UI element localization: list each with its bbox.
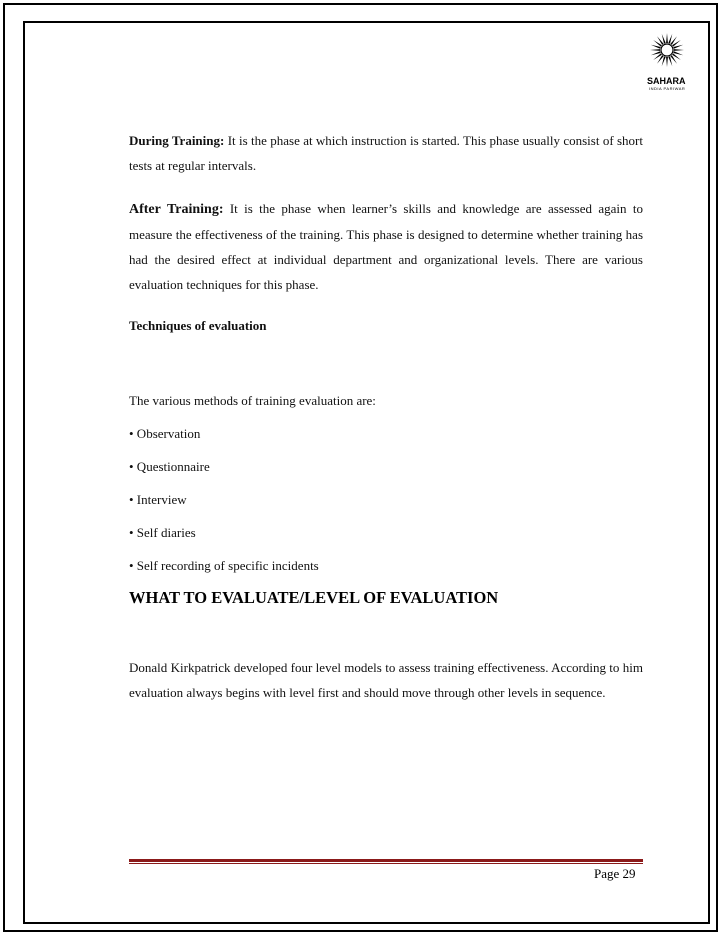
during-training-text: It is the phase at which instruction is started. This phase usually consist of short tests at regular intervals. [129, 133, 643, 173]
paragraph-during-training [129, 128, 643, 178]
method-item: • Self recording of specific incidents [129, 558, 319, 573]
paragraph-after-training [129, 196, 643, 297]
after-training-text: It is the phase when learner’s skills and knowledge are assessed again to measure the effectiveness of the training. This phase is designed to determine whether training has had the desired effect at individual department and organizational levels. There are various evaluation techniques for this phase. [129, 201, 643, 292]
page-number: Page 29 [594, 866, 636, 881]
section-heading: WHAT TO EVALUATE/LEVEL OF EVALUATION [129, 588, 499, 607]
method-item: • Observation [129, 426, 201, 441]
methods-intro: The various methods of training evaluation are: [129, 393, 376, 408]
footer-rule-thin [129, 863, 643, 864]
during-training-label: During Training: [129, 133, 225, 148]
method-item: • Interview [129, 492, 187, 507]
method-item: • Questionnaire [129, 459, 210, 474]
techniques-heading: Techniques of evaluation [129, 318, 267, 333]
after-training-label: After Training: [129, 202, 224, 217]
logo-wordmark: SAHARA [647, 76, 686, 86]
paragraph-kirkpatrick: Donald Kirkpatrick developed four level models to assess training effectiveness. According to him evaluation always begins with level first and should move through other levels in sequence. [129, 660, 643, 700]
method-item: • Self diaries [129, 525, 196, 540]
logo-subtext: INDIA PARIWAR [649, 86, 686, 91]
footer-rule [129, 859, 643, 862]
